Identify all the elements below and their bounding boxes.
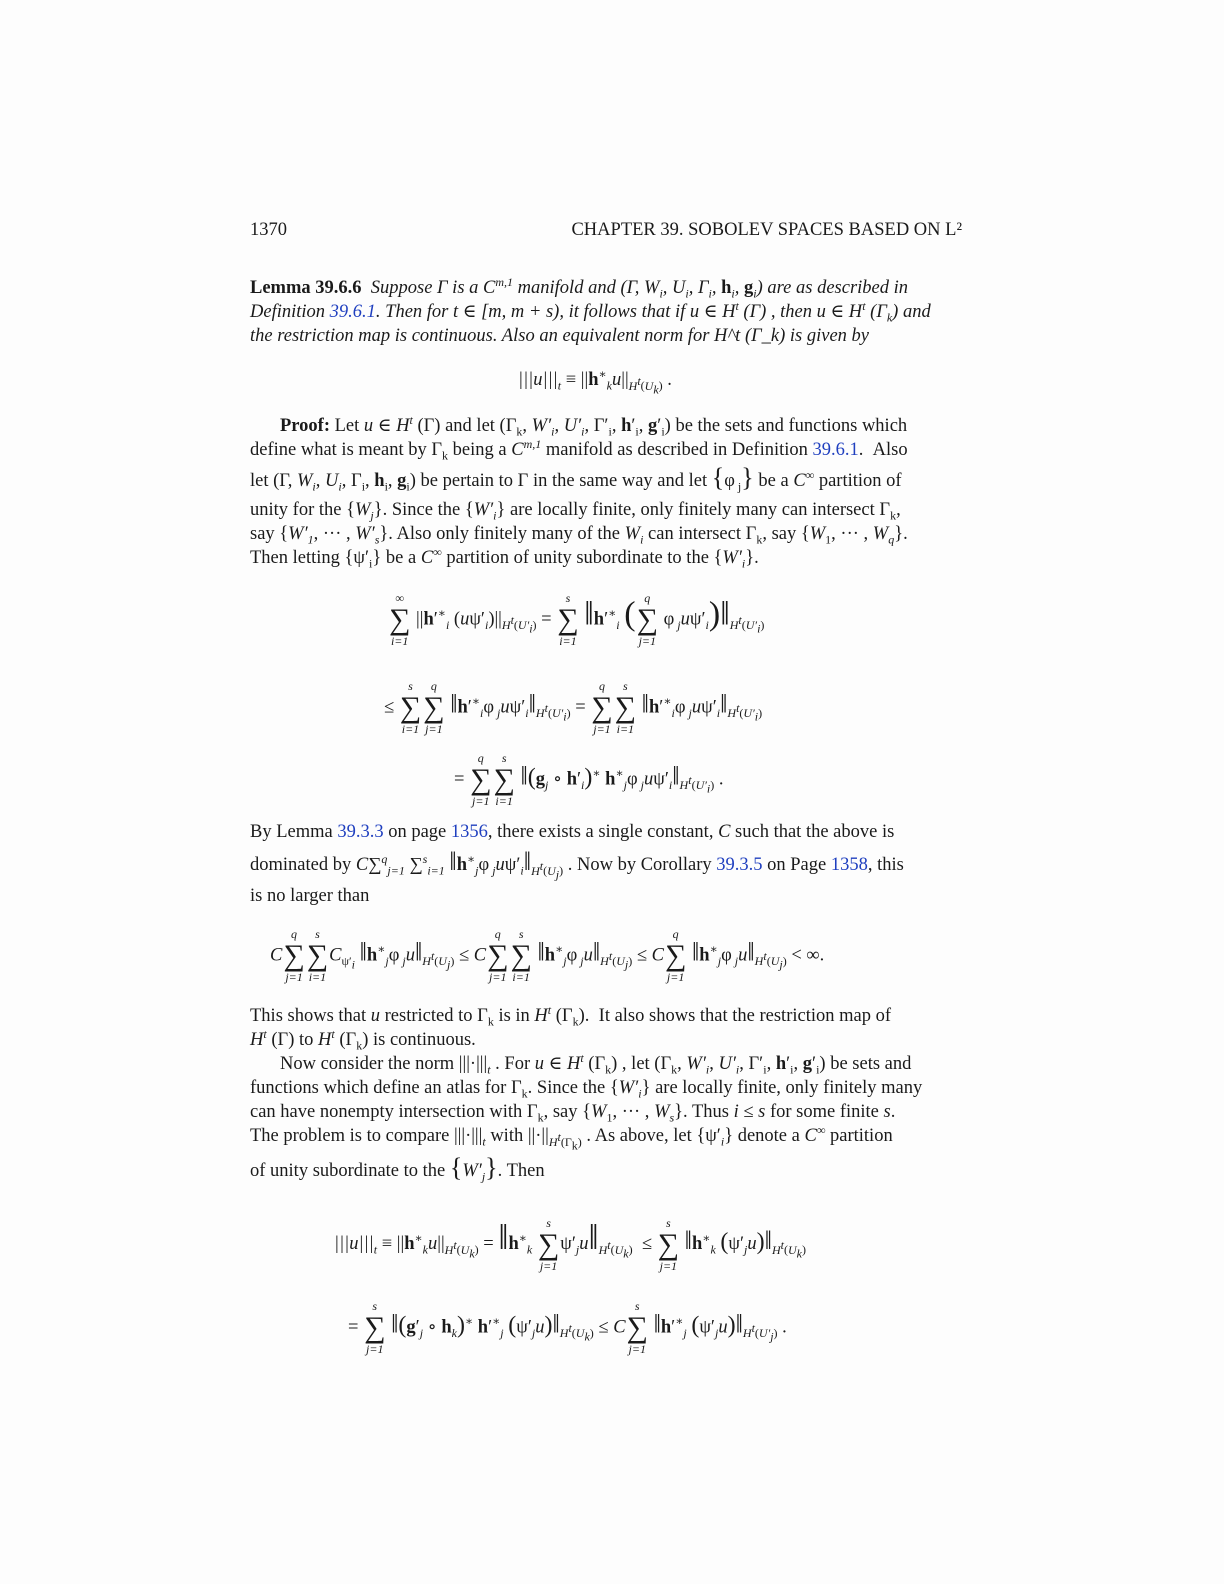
proof-p2-line-2: dominated by C∑$^q_{j=1}$ ∑$^s_{i=1}$ $‖h^∗_j\varphi$ $_ju\psi'_i‖_{H^t(U_j)}$ . Now by Corollary 39.3.5 on Page 1358, this: [250, 847, 904, 882]
proof-p3-line-2: $H^t$ (Γ) to $H^t$ $(\Gamma_k)$ is continuous.: [250, 1026, 476, 1053]
lemma-line-3: the restriction map is continuous. Also an equivalent norm for H^t (Γ_k) is given by: [250, 326, 869, 346]
page-link-1356[interactable]: 1356: [450, 822, 488, 842]
equation-1-line-3: = q ∑ j=1 s ∑ i=1 $‖(g_j$ ∘ $h'_i)^∗$ $h^∗_j\varphi$ $_ju\psi'_i‖_{H^t(U'_i)}$ .: [454, 751, 724, 808]
definition-link[interactable]: 39.6.1: [329, 302, 376, 322]
equation-1-line-2: ≤ s ∑ i=1 q ∑ j=1 $‖h'^∗_i\varphi$ $_ju\psi'_i‖_{H^t(U'_i)}$ = q ∑ j=1 s ∑ i=1 $‖h'^∗_i\varphi$ $_ju\psi'_i‖_{H^t(U'_i)}$: [384, 679, 763, 736]
definition-link[interactable]: 39.6.1: [812, 440, 859, 460]
proof-p4-line-4: The problem is to compare $|||\cdot|||_t$ with $||\cdot||_{H^t(\Gamma_k)}$ . As above, let $\{\psi'_i\}$ denote a C∞ partition: [250, 1122, 893, 1153]
corollary-link[interactable]: 39.3.5: [716, 855, 763, 875]
proof-label: Proof:: [280, 416, 330, 436]
lemma-link[interactable]: 39.3.3: [337, 822, 384, 842]
equation-2: C q ∑ j=1 s ∑ i=1 $C_{\psi'_i}$ $‖h^∗_j\varphi$ $_ju‖_{H^t(U_j)} \le C$ q ∑ j=1 s ∑ i=1 $‖h^∗_j\varphi$ $_ju‖_{H^t(U_j)} \le C$ q ∑ j=1 $‖h^∗_j\varphi$ $_ju‖_{H^t(U_j)}$ < ∞.: [270, 927, 825, 984]
page-number: 1370: [250, 220, 287, 240]
lemma-line-1: Lemma 39.6.6 Suppose Γ is a C$^{m,1}$ manifold and (Γ, $W_i$, $U_i$, $\Gamma_i$, $h_i$, $g_i$) are as described in: [250, 274, 909, 301]
proof-p4-line-5: of unity subordinate to the $\{W'_j\}$. Then: [250, 1153, 545, 1184]
page-link-1358[interactable]: 1358: [830, 855, 868, 875]
proof-p4-line-3: can have nonempty intersection with $\Gamma_k$, say {$W_1$, ··· , $W_s$}. Thus i ≤ s for some finite s.: [250, 1102, 896, 1125]
proof-p3-line-1: This shows that u restricted to $\Gamma_k$ is in $H^t$ $(\Gamma_k)$. It also shows that the restriction map of: [250, 1002, 892, 1029]
proof-line-5: say {$W'_1$, ··· , $W'_s$}. Also only finitely many of the $W_i$ can intersect $\Gamma_k$, say {$W_1$, ··· , $W_q$}.: [250, 524, 908, 547]
proof-p2-line-3: is no larger than: [250, 886, 370, 906]
proof-line-1: Proof: Let u ∈ $H^t$ (Γ) and let ($\Gamma_k$, $W'_i$, $U'_i$, $\Gamma'_i$, $h'_i$, $g'_i$) be the sets and functions which: [280, 412, 908, 439]
lemma-label: Lemma 39.6.6: [250, 278, 362, 298]
chapter-title: CHAPTER 39. SOBOLEV SPACES BASED ON L²: [571, 220, 962, 240]
lemma-line-2: Definition 39.6.1. Then for t ∈ [m, m + s), it follows that if u ∈ $H^t$ (Γ) , then u ∈ $H^t$ $(\Gamma_k)$ and: [250, 298, 931, 325]
equation-1-line-1: ∞ ∑ i=1 $||h'^∗_i$ $(u\psi'_i)||_{H^t(U'_i)}$ = s ∑ i=1 $‖h'^∗_i$ ( q ∑ j=1 φ $_ju\psi'_i)‖_{H^t(U'_i)}$: [389, 591, 765, 648]
equation-3-line-1: $|||u|||_t \equiv ||h^∗_ku||_{H^t(U_k)}$ = $‖h^∗_k$ s ∑ j=1 $\psi'_ju‖_{H^t(U_k)}$ ≤ s ∑ j=1 $‖h^∗_k$ $(\psi'_ju)‖_{H^t(U_k)}$: [334, 1215, 806, 1273]
proof-p2-line-1: By Lemma 39.3.3 on page 1356, there exists a single constant, C such that the above is: [250, 822, 895, 842]
equation-3-line-2: = s ∑ j=1 $‖(g'_j$ ∘ $h_k)^∗$ $h'^∗_j$ $(\psi'_ju)‖_{H^t(U_k)} \le C$ s ∑ j=1 $‖h'^∗_j$ $(\psi'_ju)‖_{H^t(U'_j)}$ .: [348, 1299, 787, 1356]
norm-definition-equation: $|||u|||_t \equiv ||h^∗_ku||_{H^t(U_k)}$ .: [518, 366, 672, 397]
proof-line-6: Then letting $\{\psi'_i\}$ be a C∞ partition of unity subordinate to the $\{W'_i\}$.: [250, 544, 759, 571]
proof-p4-line-2: functions which define an atlas for $\Gamma_k$. Since the $\{W'_i\}$ are locally finite, only finitely many: [250, 1078, 923, 1101]
proof-line-2: define what is meant by $\Gamma_k$ being a C$^{m,1}$ manifold as described in Definition 39.6.1. Also: [250, 436, 908, 463]
proof-p4-line-1: Now consider the norm $|||\cdot|||_t$ . For u ∈ $H^t$ $(\Gamma_k)$ , let ($\Gamma_k$, $W'_i$, $U'_i$, $\Gamma'_i$, $h'_i$, $g'_i$) be sets and: [280, 1050, 912, 1077]
proof-line-4: unity for the $\{W_j\}$. Since the $\{W'_i\}$ are locally finite, only finitely many can intersect $\Gamma_k$,: [250, 500, 901, 523]
proof-line-3: let (Γ, $W_i$, $U_i$, $\Gamma_i$, $h_i$, $g_i$) be pertain to Γ in the same way and let {φ $_j$} be a C∞ partition of: [250, 463, 902, 494]
